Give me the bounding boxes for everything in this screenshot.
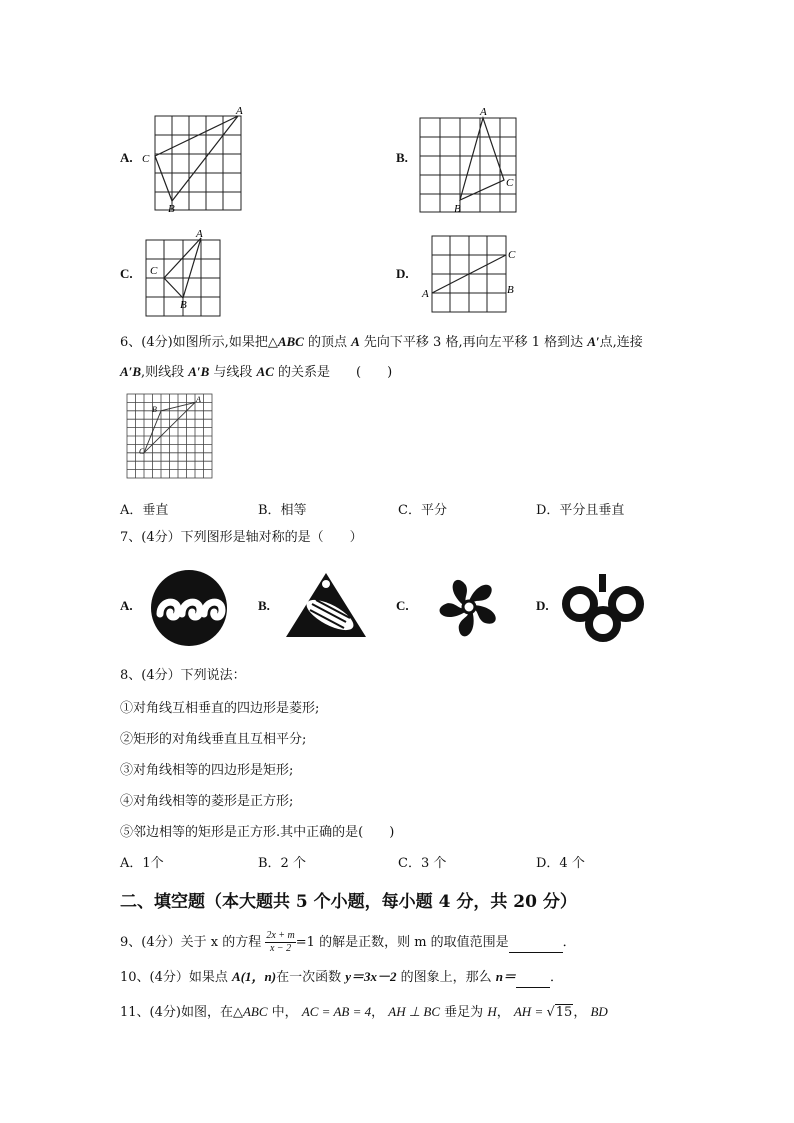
q5-figure-c (138, 226, 228, 320)
q11-sep: ， (371, 1005, 385, 1020)
q6-line2-mid2: 与线段 (209, 365, 257, 380)
q7-option-a-label: A. (120, 598, 133, 613)
q5d-point-c: C (508, 249, 516, 261)
q6-option-b[interactable]: B．相等 (258, 503, 307, 518)
q10-end: ． (550, 970, 564, 985)
q11-abc: ABC (242, 1004, 268, 1019)
q8-option-d[interactable]: D．4 个 (536, 856, 585, 871)
q6-line2 (120, 363, 392, 382)
q11-prefix: 11、(4分)如图，在△ (120, 1005, 243, 1020)
q11-ah: AH = (513, 1004, 547, 1019)
q5c-point-c: C (150, 265, 158, 277)
q5-option-c-label: C. (120, 266, 133, 281)
q5-figure-a (140, 104, 250, 214)
q10-function: y＝3x－2 (345, 969, 397, 984)
q7-option-c-label: C. (396, 598, 409, 613)
q9-end: ． (562, 935, 576, 950)
q6-a-prime: A′ (587, 334, 600, 349)
q8-statement-1: ①对角线互相垂直的四边形是菱形; (120, 701, 320, 716)
q6-fig-point-b: B (152, 405, 157, 414)
q5a-point-a: A (236, 105, 243, 117)
q5-option-d-label: D. (396, 266, 409, 281)
q11-sqrt-value: 15 (555, 1005, 573, 1020)
q6-segment-ab: A′B (120, 364, 141, 379)
q11-bd: BD (590, 1004, 608, 1019)
q6-mid2: 先向下平移 3 格,再向左平移 1 格到达 (359, 335, 588, 350)
q6-option-d[interactable]: D．平分且垂直 (536, 503, 625, 518)
q11-sep2: ， (496, 1005, 510, 1020)
section-2-title: 二、填空题（本大题共 5 个小题，每小题 4 分，共 20 分） (120, 892, 577, 912)
q9-answer-blank[interactable] (509, 934, 563, 953)
q11-line (120, 1003, 608, 1022)
q5-option-a-label: A. (120, 150, 133, 165)
q6-line1 (120, 333, 643, 352)
q5-figure-d (418, 230, 528, 316)
q6-prefix: 6、(4分)如图所示,如果把△ (120, 335, 278, 350)
q9-numerator: 2x + m (266, 930, 295, 941)
q8-text: 8、(4分）下列说法： (120, 668, 246, 683)
q8-statement-4: ④对角线相等的菱形是正方形; (120, 794, 294, 809)
q6-fig-point-c: C (139, 447, 145, 456)
q8-option-c[interactable]: C．3 个 (398, 856, 447, 871)
q10-mid: 在一次函数 (276, 970, 346, 985)
q8-statement-3: ③对角线相等的四边形是矩形; (120, 763, 294, 778)
q8-option-b[interactable]: B．2 个 (258, 856, 306, 871)
q7-figure-b-triangle-logo[interactable] (284, 570, 368, 640)
q11-eq1: AC = AB = 4 (301, 1004, 372, 1019)
q5b-point-c: C (506, 177, 514, 189)
q10-answer-blank[interactable] (516, 969, 550, 988)
q6-option-c[interactable]: C．平分 (398, 503, 447, 518)
q7-text: 7、(4分）下列图形是轴对称的是（ ） (120, 530, 363, 545)
q10-n: n＝ (495, 969, 517, 984)
q5b-point-a: A (480, 106, 487, 118)
q6-mid3: 点,连接 (599, 335, 643, 350)
q6-grid-figure (124, 392, 216, 480)
q11-mid2: 垂足为 (440, 1005, 488, 1020)
q8-statement-5: ⑤邻边相等的矩形是正方形.其中正确的是( ) (120, 825, 395, 840)
q6-line2-end: 的关系是 ( ) (273, 365, 393, 380)
q6-line2-mid: ,则线段 (141, 365, 189, 380)
q9-line (120, 930, 576, 955)
q9-fraction (265, 930, 295, 955)
q7-option-d-label: D. (536, 598, 549, 613)
q9-mid: =1 的解是正数，则 m 的取值范围是 (295, 935, 509, 950)
q5a-point-c: C (142, 153, 150, 165)
q5-figure-b (410, 104, 520, 214)
q5d-point-b: B (507, 284, 514, 296)
q5b-point-b: B (454, 203, 461, 214)
q10-prefix: 10、(4分）如果点 (120, 970, 233, 985)
q7-option-b-label: B. (258, 598, 270, 613)
q6-segment-ab2: A′B (188, 364, 210, 379)
q6-option-a[interactable]: A．垂直 (120, 503, 169, 518)
q5d-point-a: A (422, 288, 429, 300)
q7-figure-c-pinwheel-flower[interactable] (432, 570, 506, 644)
q6-abc: ABC (277, 334, 304, 349)
q6-segment-ac: AC (256, 364, 274, 379)
q9-prefix: 9、(4分）关于 x 的方程 (120, 935, 262, 950)
q6-point-a: A (351, 334, 360, 349)
q5c-point-b: B (180, 299, 187, 311)
q10-point: A(1，n) (232, 969, 277, 984)
q11-h: H (487, 1004, 497, 1019)
q9-denominator: x − 2 (269, 943, 292, 954)
q11-sep3: ， (573, 1005, 587, 1020)
q10-mid2: 的图象上，那么 (396, 970, 496, 985)
sqrt-icon: √ (546, 1005, 555, 1020)
q8-statement-2: ②矩形的对角线垂直且互相平分; (120, 732, 307, 747)
q7-figure-a-wave-logo[interactable] (150, 570, 232, 650)
q5a-point-b: B (168, 203, 175, 214)
q6-mid1: 的顶点 (303, 335, 352, 350)
q11-mid: 中， (267, 1005, 298, 1020)
q10-line (120, 968, 563, 988)
q5c-point-a: A (196, 228, 203, 240)
q11-perp: AH ⊥ BC (388, 1004, 441, 1019)
q6-fig-point-a: A (196, 395, 201, 404)
q5-option-b-label: B. (396, 150, 408, 165)
q7-figure-d-three-rings[interactable] (560, 572, 646, 644)
q8-option-a[interactable]: A．1个 (120, 856, 164, 871)
